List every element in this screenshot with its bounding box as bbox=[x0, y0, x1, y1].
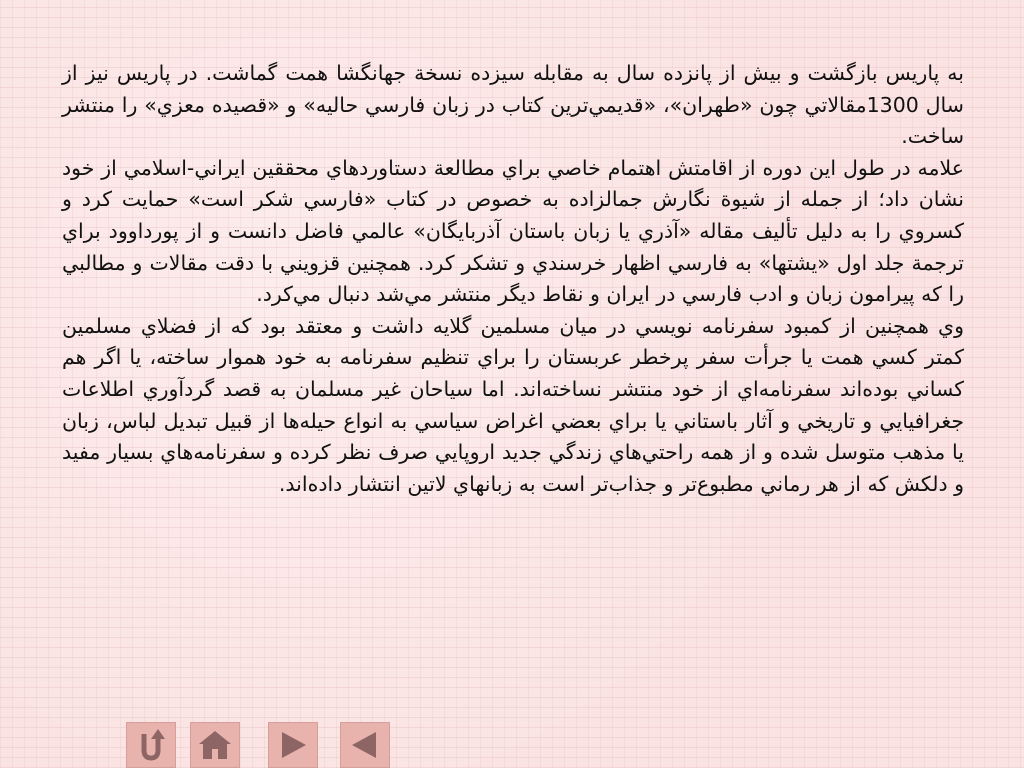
slide-navigation bbox=[126, 722, 390, 768]
paragraph-1: به پاريس بازگشت و بيش از پانزده سال به مقابله سيزده نسخة جهانگشا همت گماشت. در پاريس نيز از سال 1300مقالاتي چون «طهران»، «قديمي‌ترين كتاب در زبان فارسي حاليه» و «قصيده معزي» را منتشر ساخت. bbox=[62, 61, 964, 149]
article-text bbox=[62, 58, 964, 500]
home-icon bbox=[197, 729, 233, 761]
play-back-icon bbox=[350, 730, 380, 760]
previous-button[interactable] bbox=[340, 722, 390, 768]
return-button[interactable] bbox=[126, 722, 176, 768]
next-button[interactable] bbox=[268, 722, 318, 768]
play-forward-icon bbox=[278, 730, 308, 760]
home-button[interactable] bbox=[190, 722, 240, 768]
paragraph-3: وي همچنين از كمبود سفرنامه نويسي در ميان مسلمين گلايه داشت و معتقد بود كه از فضلاي مسلمين كمتر كسي همت يا جرأت سفر پرخطر عربستان را براي تنظيم سفرنامه به خود هموار ساخته، يا اگر هم كساني بوده‌اند سفرنامه‌اي از خود منتشر نساخته‌اند. اما سياحان غير مسلمان به قصد گردآوري اطلاعات جغرافيايي و تاريخي و آثار باستاني يا براي بعضي اغراض سياسي به انواع حيله‌ها از قبيل تبديل لباس، زبان يا مذهب متوسل شده و از همه راحتي‌هاي زندگي جديد اروپايي صرف نظر كرده و سفرنامه‌هاي بسيار مفيد و دلكش كه از هر رماني مطبوع‌تر و جذاب‌تر است به زبانهاي لاتين انتشار داده‌اند. bbox=[62, 313, 964, 496]
return-icon bbox=[136, 728, 166, 762]
paragraph-2: علامه در طول اين دوره از اقامتش اهتمام خاصي براي مطالعة دستاوردهاي محققين ايراني-اسلامي از خود نشان داد؛ از جمله از شيوة نگارش جمالزاده به خصوص در كتاب «فارسي شكر است» حمايت كرد و كسروي را به دليل تأليف مقاله «آذري يا زبان باستان آذربايگان» عالمي فاضل دانست و از پورداوود براي ترجمة جلد اول «يشتها» به فارسي اظهار خرسندي و تشكر كرد. همچنين قزويني با دقت مقالات و مطالبي را كه پيرامون زبان و ادب فارسي در ايران و نقاط ديگر منتشر مي‌شد دنبال مي‌كرد. bbox=[62, 155, 964, 307]
